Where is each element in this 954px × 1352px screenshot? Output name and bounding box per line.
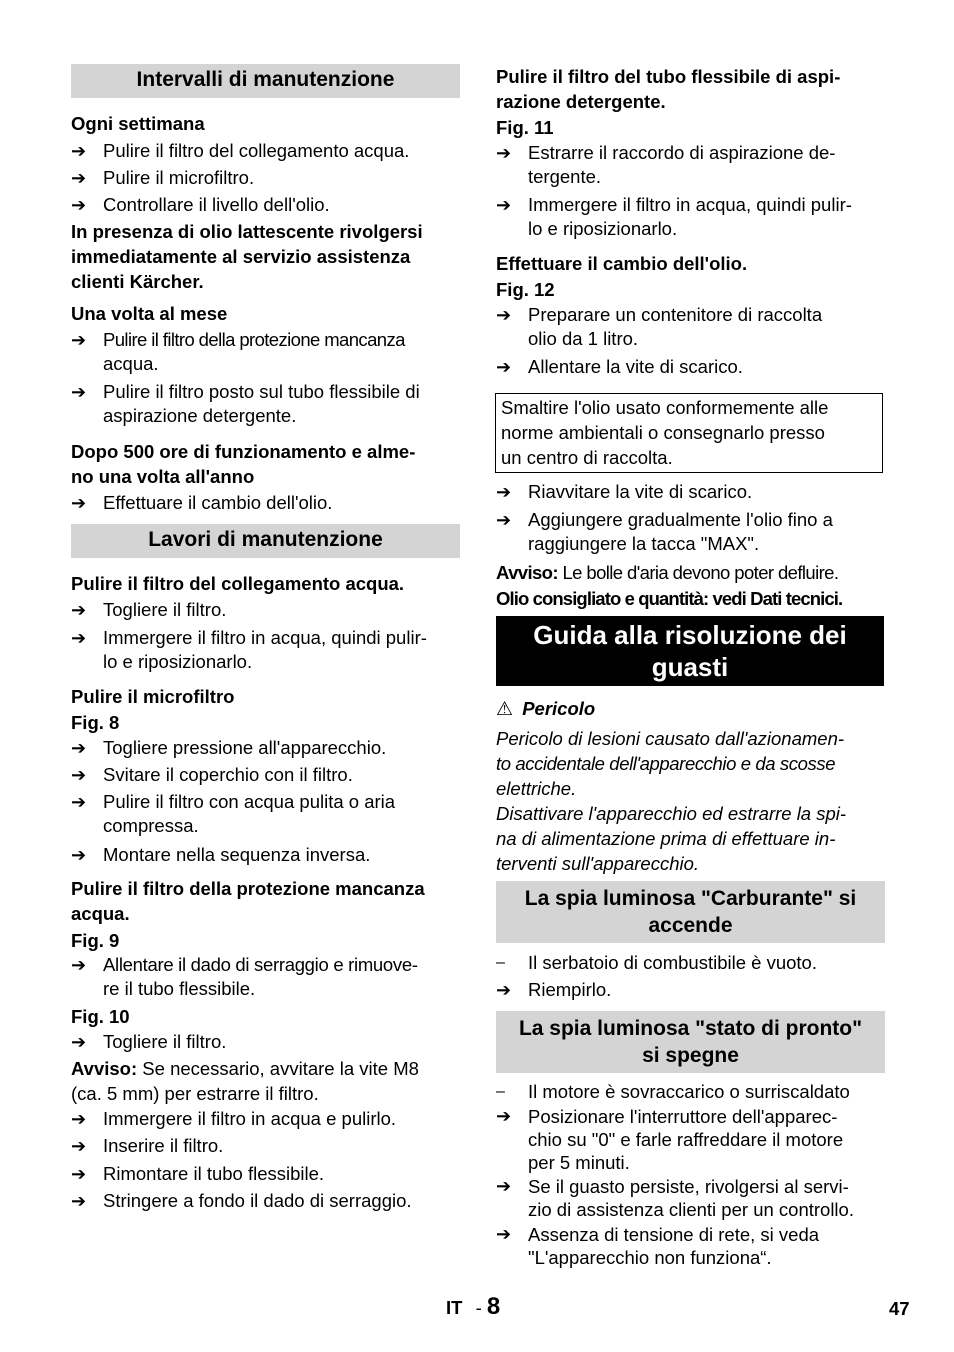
after-500-hours-title: Dopo 500 ore di funzionamento e alme- no una volta all'anno: [71, 441, 416, 487]
arrow-icon: ➔: [71, 845, 87, 865]
arrow-icon: ➔: [496, 510, 512, 530]
arrow-icon: ➔: [71, 1191, 87, 1211]
dash-icon: –: [496, 1083, 505, 1100]
list-item: ➔ Riempirlo.: [496, 979, 612, 1000]
microfilter-title: Pulire il microfiltro: [71, 686, 235, 707]
danger-text: Pericolo di lesioni causato dall'azionamen- to accidentale dell'apparecchio e da scosse elettriche. Disattivare l'apparecchio ed estrarre la spi- na di alimentazione prima di effettuare in- terventi sull'apparecchio.: [496, 728, 847, 874]
arrow-icon: ➔: [71, 1136, 87, 1156]
arrow-icon: ➔: [71, 1164, 87, 1184]
list-item: ➔ Montare nella sequenza inversa.: [71, 844, 371, 865]
list-item: ➔ Estrarre il raccordo di aspirazione de- tergente.: [496, 142, 836, 187]
list-item: ➔ Allentare il dado di serraggio e rimuove- re il tubo flessibile.: [71, 954, 418, 999]
hose-filter-title: Pulire il filtro del tubo flessibile di aspi- razione detergente.: [496, 66, 841, 112]
list-item: ➔ Immergere il filtro in acqua, quindi pulir- lo e riposizionarlo.: [496, 194, 852, 239]
fig-8-label: Fig. 8: [71, 712, 120, 733]
list-item: ➔ Rimontare il tubo flessibile.: [71, 1163, 325, 1184]
arrow-icon: ➔: [71, 792, 87, 812]
list-item: ➔ Togliere il filtro.: [71, 599, 227, 620]
arrow-icon: ➔: [496, 305, 512, 325]
arrow-icon: ➔: [496, 195, 512, 215]
arrow-icon: ➔: [71, 493, 87, 513]
list-item: ➔ Inserire il filtro.: [71, 1135, 224, 1156]
monthly-title: Una volta al mese: [71, 303, 228, 324]
list-item: ➔ Pulire il microfiltro.: [71, 167, 255, 188]
list-item: ➔ Pulire il filtro del collegamento acqua.: [71, 140, 410, 161]
list-item: ➔ Preparare un contenitore di raccolta olio da 1 litro.: [496, 304, 823, 349]
arrow-icon: ➔: [71, 1109, 87, 1129]
arrow-icon: ➔: [496, 1106, 512, 1126]
list-item: – Il motore è sovraccarico o surriscaldato: [496, 1081, 850, 1102]
list-item: – Il serbatoio di combustibile è vuoto.: [496, 952, 817, 973]
arrow-icon: ➔: [71, 141, 87, 161]
arrow-icon: ➔: [71, 738, 87, 758]
list-item: ➔ Togliere il filtro.: [71, 1031, 227, 1052]
fig-11-label: Fig. 11: [496, 117, 554, 138]
air-bubbles-note: Avviso: Le bolle d'aria devono poter defluire.: [496, 562, 839, 583]
arrow-icon: ➔: [71, 955, 87, 975]
arrow-icon: ➔: [71, 765, 87, 785]
page-number: 47: [889, 1298, 910, 1319]
arrow-icon: ➔: [71, 330, 87, 350]
list-item: ➔ Riavvitare la vite di scarico.: [496, 481, 753, 502]
protection-filter-title: Pulire il filtro della protezione mancanza acqua.: [71, 878, 425, 924]
milky-oil-warning: In presenza di olio lattescente rivolgersi immediatamente al servizio assistenza clienti Kärcher.: [71, 221, 423, 292]
disposal-note-box: Smaltire l'olio usato conformemente alle norme ambientali o consegnarlo presso un centro di raccolta.: [495, 393, 883, 473]
water-filter-title: Pulire il filtro del collegamento acqua.: [71, 573, 405, 594]
maintenance-work-header: Lavori di manutenzione: [71, 524, 460, 558]
list-item: ➔ Togliere pressione all'apparecchio.: [71, 737, 387, 758]
list-item: ➔ Stringere a fondo il dado di serraggio.: [71, 1190, 412, 1211]
warning-icon: ⚠: [496, 699, 514, 720]
list-item: ➔ Posizionare l'interruttore dell'apparec- chio su "0" e farle raffreddare il motore per 5 minuti.: [496, 1106, 844, 1173]
list-item: ➔ Pulire il filtro con acqua pulita o aria compressa.: [71, 791, 396, 836]
arrow-icon: ➔: [496, 143, 512, 163]
fig-10-label: Fig. 10: [71, 1006, 130, 1027]
maintenance-intervals-header: Intervalli di manutenzione: [71, 64, 460, 98]
arrow-icon: ➔: [71, 600, 87, 620]
list-item: ➔ Svitare il coperchio con il filtro.: [71, 764, 353, 785]
page-footer-section: IT - 8: [446, 1293, 501, 1320]
list-item: ➔ Aggiungere gradualmente l'olio fino a raggiungere la tacca "MAX".: [496, 509, 833, 554]
oil-change-title: Effettuare il cambio dell'olio.: [496, 253, 748, 274]
list-item: ➔ Immergere il filtro in acqua e pulirlo.: [71, 1108, 397, 1129]
arrow-icon: ➔: [496, 357, 512, 377]
arrow-icon: ➔: [496, 1176, 512, 1196]
note-paragraph: Avviso: Se necessario, avvitare la vite M8 (ca. 5 mm) per estrarre il filtro.: [71, 1058, 419, 1104]
list-item: ➔ Pulire il filtro posto sul tubo flessibile di aspirazione detergente.: [71, 381, 420, 426]
arrow-icon: ➔: [496, 1224, 512, 1244]
arrow-icon: ➔: [496, 482, 512, 502]
list-item: ➔ Allentare la vite di scarico.: [496, 356, 743, 377]
danger-heading: ⚠ Pericolo: [496, 698, 596, 720]
arrow-icon: ➔: [71, 628, 87, 648]
list-item: ➔ Se il guasto persiste, rivolgersi al servi- zio di assistenza clienti per un controllo.: [496, 1176, 854, 1220]
list-item: ➔ Assenza di tensione di rete, si veda "L'apparecchio non funziona“.: [496, 1224, 820, 1268]
ready-light-header: La spia luminosa "stato di pronto" si spegne: [496, 1011, 885, 1073]
troubleshooting-header: Guida alla risoluzione dei guasti: [496, 616, 884, 686]
arrow-icon: ➔: [71, 1032, 87, 1052]
weekly-title: Ogni settimana: [71, 113, 205, 134]
recommended-oil: Olio consigliato e quantità: vedi Dati tecnici.: [496, 588, 843, 609]
fig-12-label: Fig. 12: [496, 279, 555, 300]
arrow-icon: ➔: [71, 168, 87, 188]
list-item: ➔ Controllare il livello dell'olio.: [71, 194, 330, 215]
list-item: ➔ Immergere il filtro in acqua, quindi pulir- lo e riposizionarlo.: [71, 627, 427, 672]
arrow-icon: ➔: [71, 195, 87, 215]
list-item: ➔ Effettuare il cambio dell'olio.: [71, 492, 333, 513]
fuel-light-header: La spia luminosa "Carburante" si accende: [496, 881, 885, 943]
dash-icon: –: [496, 954, 505, 971]
arrow-icon: ➔: [71, 382, 87, 402]
fig-9-label: Fig. 9: [71, 930, 120, 951]
arrow-icon: ➔: [496, 980, 512, 1000]
list-item: ➔ Pulire il filtro della protezione mancanza acqua.: [71, 329, 405, 374]
